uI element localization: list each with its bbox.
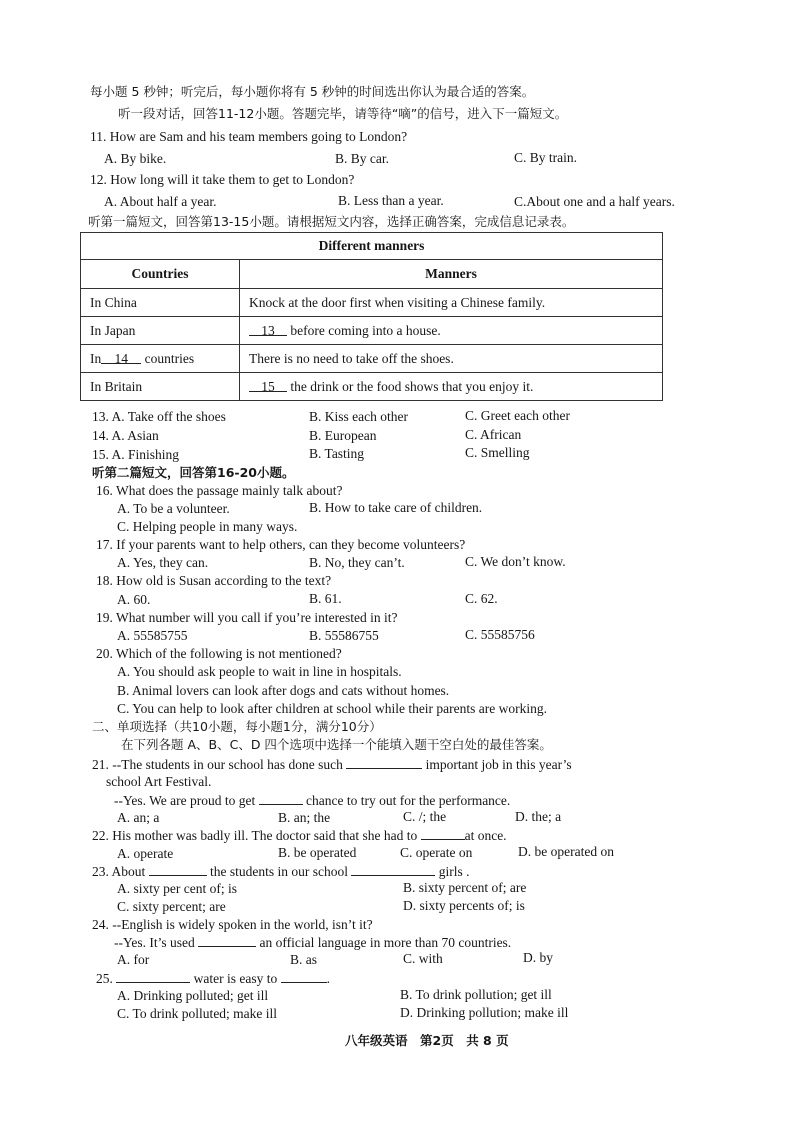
q15-option-a: 15. A. Finishing — [92, 447, 180, 462]
q21-option-a: A. an; a — [117, 810, 160, 825]
q22-option-b: B. be operated — [278, 845, 357, 860]
country-suffix: countries — [144, 350, 195, 366]
blank-15: 15 — [249, 379, 287, 392]
q21-text-pre: 21. --The students in our school has done such — [92, 757, 343, 772]
q25-stem — [96, 970, 330, 987]
q25-option-c: C. To drink polluted; make ill — [117, 1006, 278, 1021]
q21-line-1 — [92, 756, 572, 773]
q25-blank-1 — [116, 970, 190, 983]
q24-blank — [198, 934, 256, 947]
q21-option-b: B. an; the — [278, 810, 331, 825]
q11-option-b: B. By car. — [335, 151, 389, 166]
blank-13: 13 — [249, 323, 287, 336]
q14-option-c: C. African — [465, 427, 522, 442]
q18-option-c: C. 62. — [465, 591, 498, 606]
q25-option-a: A. Drinking polluted; get ill — [117, 988, 269, 1003]
q22-text-post: at once. — [464, 828, 507, 843]
section2-instruction: 在下列各题 A、B、C、D 四个选项中选择一个能填入题干空白处的最佳答案。 — [121, 737, 552, 752]
q14-option-a: 14. A. Asian — [92, 428, 159, 443]
q24-option-c: C. with — [403, 951, 443, 966]
manner-cell — [240, 373, 663, 401]
country-cell — [81, 345, 240, 373]
q23-text-post: girls . — [438, 864, 470, 879]
q22-blank — [421, 827, 465, 840]
section2-title: 二、单项选择（共10小题，每小题1分，满分10分） — [92, 719, 382, 734]
manner-cell — [240, 317, 663, 345]
q23-text-mid: the students in our school — [210, 864, 349, 879]
q20-stem: 20. Which of the following is not mentioned? — [96, 646, 342, 661]
q14-option-b: B. European — [309, 428, 377, 443]
q21-text-pre-2: --Yes. We are proud to get — [114, 793, 256, 808]
q25-text-post: . — [326, 971, 330, 986]
manner-text: the drink or the food shows that you enjoy it. — [290, 378, 534, 394]
q12-option-c: C.About one and a half years. — [514, 194, 675, 209]
q21-text-post-2: chance to try out for the performance. — [306, 793, 511, 808]
q21-text-post: important job in this year’s — [425, 757, 572, 772]
q17-option-c: C. We don’t know. — [465, 554, 566, 569]
table-header-countries: Countries — [81, 260, 240, 289]
country-cell: In Japan — [81, 317, 240, 345]
q17-option-b: B. No, they can’t. — [309, 555, 405, 570]
q15-option-b: B. Tasting — [309, 446, 365, 461]
q13-option-a: 13. A. Take off the shoes — [92, 409, 226, 424]
table-title: Different manners — [81, 233, 663, 260]
q25-text-pre: 25. — [96, 971, 113, 986]
q20-option-c: C. You can help to look after children at school while their parents are working. — [117, 701, 548, 716]
q13-option-b: B. Kiss each other — [309, 409, 408, 424]
q23-option-b: B. sixty percent of; are — [403, 880, 527, 895]
q20-option-a: A. You should ask people to wait in line in hospitals. — [117, 664, 402, 679]
q20-option-b: B. Animal lovers can look after dogs and cats without homes. — [117, 683, 450, 698]
q21-line-3 — [114, 792, 510, 809]
q22-text-pre: 22. His mother was badly ill. The doctor said that she had to — [92, 828, 418, 843]
q21-blank-2 — [259, 792, 303, 805]
q12-option-a: A. About half a year. — [104, 194, 217, 209]
q11-stem: 11. How are Sam and his team members going to London? — [90, 129, 408, 144]
passage1-instruction: 听第一篇短文，回答第13-15小题。请根据短文内容，选择正确答案，完成信息记录表。 — [88, 214, 575, 229]
manners-table — [80, 232, 663, 401]
q24-option-b: B. as — [290, 952, 317, 967]
blank-14: 14 — [101, 351, 141, 364]
q23-blank-2 — [351, 863, 435, 876]
q25-text-mid: water is easy to — [193, 971, 278, 986]
manner-cell: Knock at the door first when visiting a Chinese family. — [240, 289, 663, 317]
q11-option-c: C. By train. — [514, 150, 577, 165]
table-row — [81, 289, 663, 317]
q18-stem: 18. How old is Susan according to the text? — [96, 573, 332, 588]
q17-option-a: A. Yes, they can. — [117, 555, 209, 570]
table-row — [81, 373, 663, 401]
q23-stem — [92, 863, 470, 880]
q25-option-d: D. Drinking pollution; make ill — [400, 1005, 569, 1020]
q19-option-c: C. 55585756 — [465, 627, 535, 642]
q12-option-b: B. Less than a year. — [338, 193, 444, 208]
q18-option-b: B. 61. — [309, 591, 342, 606]
table-row — [81, 345, 663, 373]
page-footer: 八年级英语 第2页 共 8 页 — [345, 1033, 509, 1048]
q25-option-b: B. To drink pollution; get ill — [400, 987, 552, 1002]
q19-option-a: A. 55585755 — [117, 628, 188, 643]
q22-option-c: C. operate on — [400, 845, 473, 860]
q12-stem: 12. How long will it take them to get to London? — [90, 172, 355, 187]
q19-option-b: B. 55586755 — [309, 628, 379, 643]
q24-text-post: an official language in more than 70 countries. — [259, 935, 512, 950]
q16-option-c: C. Helping people in many ways. — [117, 519, 298, 534]
table-row — [81, 317, 663, 345]
q16-option-a: A. To be a volunteer. — [117, 501, 230, 516]
q16-option-b: B. How to take care of children. — [309, 500, 483, 515]
q15-option-c: C. Smelling — [465, 445, 530, 460]
q23-option-a: A. sixty per cent of; is — [117, 881, 237, 896]
q18-option-a: A. 60. — [117, 592, 151, 607]
country-cell: In China — [81, 289, 240, 317]
q24-line-1: 24. --English is widely spoken in the world, isn’t it? — [92, 917, 373, 932]
country-cell: In Britain — [81, 373, 240, 401]
q22-option-d: D. be operated on — [518, 844, 614, 859]
manner-text: before coming into a house. — [290, 322, 441, 338]
q24-line-2 — [114, 934, 511, 951]
q23-option-d: D. sixty percents of; is — [403, 898, 525, 913]
country-prefix: In — [90, 350, 102, 366]
q21-line-2: school Art Festival. — [106, 774, 212, 789]
q24-option-a: A. for — [117, 952, 150, 967]
q22-stem — [92, 827, 507, 844]
q16-stem: 16. What does the passage mainly talk about? — [96, 483, 343, 498]
q23-option-c: C. sixty percent; are — [117, 899, 226, 914]
q17-stem: 17. If your parents want to help others, can they become volunteers? — [96, 537, 466, 552]
q21-option-c: C. /; the — [403, 809, 447, 824]
q25-blank-2 — [281, 970, 327, 983]
q23-text-pre: 23. About — [92, 864, 146, 879]
q21-option-d: D. the; a — [515, 809, 562, 824]
q21-blank-1 — [346, 756, 422, 769]
q11-option-a: A. By bike. — [104, 151, 167, 166]
q19-stem: 19. What number will you call if you’re interested in it? — [96, 610, 398, 625]
passage2-instruction: 听第二篇短文，回答第16-20小题。 — [92, 465, 295, 480]
manner-cell: There is no need to take off the shoes. — [240, 345, 663, 373]
q24-option-d: D. by — [523, 950, 553, 965]
q13-option-c: C. Greet each other — [465, 408, 570, 423]
intro-line-2: 听一段对话，回答11-12小题。答题完毕，请等待“嘀”的信号，进入下一篇短文。 — [118, 106, 568, 121]
table-header-manners: Manners — [240, 260, 663, 289]
intro-line-1: 每小题 5 秒钟；听完后，每小题你将有 5 秒钟的时间选出你认为最合适的答案。 — [90, 84, 535, 99]
q24-text-pre: --Yes. It’s used — [114, 935, 195, 950]
q23-blank-1 — [149, 863, 207, 876]
q22-option-a: A. operate — [117, 846, 174, 861]
